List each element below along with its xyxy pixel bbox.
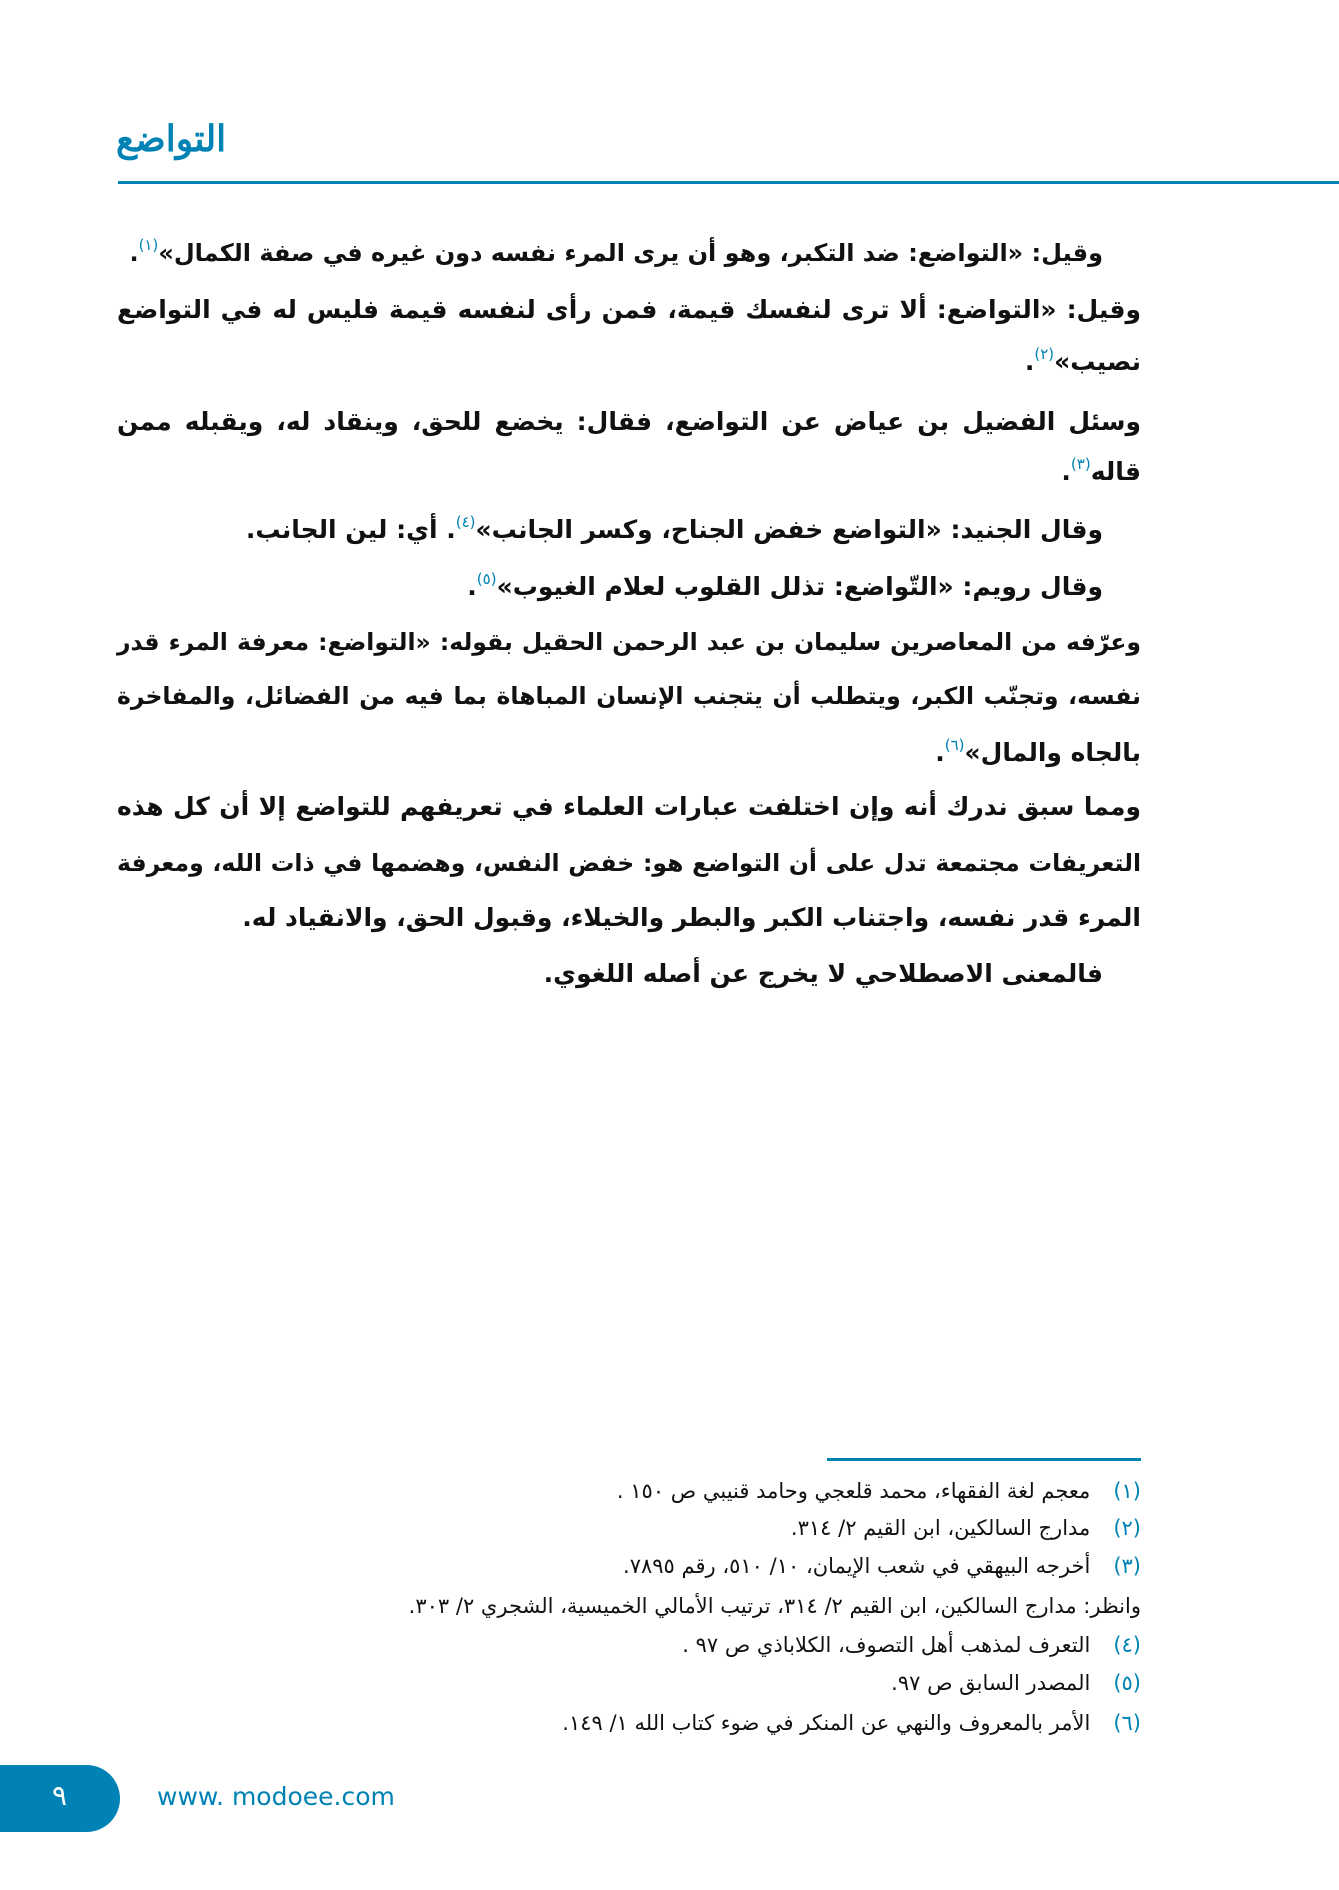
- line-tail: .: [1061, 457, 1071, 486]
- line-text: وعرّفه من المعاصرين سليمان بن عبد الرحمن الحقيل بقوله: «التواضع: معرفة المرء قدر: [117, 628, 1141, 656]
- text-line: [117, 567, 1103, 607]
- footnote-ref[interactable]: (٢): [1034, 345, 1055, 363]
- footnote-ref[interactable]: (٣): [1070, 455, 1091, 473]
- header-rule: [118, 181, 1339, 184]
- line-text: نصيب»: [1054, 347, 1141, 376]
- chapter-title: التواضع: [116, 118, 227, 160]
- footnote-ref[interactable]: (٤): [455, 513, 476, 531]
- line-text: قاله: [1090, 457, 1141, 486]
- line-text: ومما سبق ندرك أنه وإن اختلفت عبارات العلماء في تعريفهم للتواضع إلا أن كل هذه: [117, 792, 1141, 821]
- footnote: [409, 1590, 1141, 1622]
- footnote-ref[interactable]: (١): [138, 236, 159, 254]
- line-tail: .: [1024, 347, 1035, 376]
- footnote-number: (٤): [1113, 1633, 1141, 1657]
- footnote: [682, 1629, 1141, 1661]
- line-text: وقيل: «التواضع: ألا ترى لنفسك قيمة، فمن رأى لنفسه قيمة فليس له في التواضع: [117, 295, 1141, 324]
- text-line: [117, 787, 1141, 827]
- line-tail: .: [129, 239, 139, 267]
- text-line: [117, 452, 1141, 492]
- footnote-text: وانظر: مدارج السالكين، ابن القيم ٢/ ٣١٤، ترتيب الأمالي الخميسية، الشجري ٢/ ٣٠٣.: [408, 1594, 1141, 1618]
- text-line: [117, 676, 1141, 716]
- line-text: وسئل الفضيل بن عياض عن التواضع، فقال: يخضع للحق، وينقاد له، ويقبله ممن: [117, 407, 1141, 436]
- footnote-text: الأمر بالمعروف والنهي عن المنكر في ضوء كتاب الله ١/ ١٤٩.: [562, 1711, 1091, 1735]
- text-line: [117, 233, 1103, 273]
- footnote-number: (٢): [1113, 1516, 1141, 1540]
- footnote-number: (١): [1113, 1479, 1141, 1503]
- footnote-text: أخرجه البيهقي في شعب الإيمان، ١٠/ ٥١٠، رقم ٧٨٩٥.: [623, 1554, 1091, 1578]
- text-line: [117, 402, 1141, 442]
- page-number-badge: [0, 1765, 120, 1832]
- footnote-text: التعرف لمذهب أهل التصوف، الكلاباذي ص ٩٧ .: [682, 1633, 1091, 1657]
- footnote-number: (٥): [1113, 1671, 1141, 1695]
- text-line: [117, 898, 1141, 938]
- footnote: [791, 1512, 1141, 1544]
- footnote: [623, 1550, 1141, 1582]
- footnote-text: معجم لغة الفقهاء، محمد قلعجي وحامد قنيبي ص ١٥٠ .: [616, 1479, 1091, 1503]
- footnote-text: المصدر السابق ص ٩٧.: [891, 1671, 1091, 1695]
- line-text: وقال الجنيد: «التواضع خفض الجناح، وكسر الجانب»: [475, 515, 1103, 544]
- text-line: [117, 290, 1141, 330]
- line-text: فالمعنى الاصطلاحي لا يخرج عن أصله اللغوي.: [543, 959, 1103, 988]
- footnote-rule: [827, 1458, 1141, 1461]
- text-line: [117, 733, 1141, 773]
- text-line: [117, 510, 1103, 550]
- footnote-text: مدارج السالكين، ابن القيم ٢/ ٣١٤.: [790, 1516, 1091, 1540]
- page-number: ٩: [52, 1779, 68, 1812]
- line-tail: . أي: لين الجانب.: [245, 515, 456, 544]
- text-line: [117, 843, 1141, 883]
- footnote-ref[interactable]: (٥): [476, 570, 497, 588]
- text-line: [117, 622, 1141, 662]
- footnote-number: (٣): [1113, 1554, 1141, 1578]
- line-tail: .: [467, 572, 477, 601]
- line-text: المرء قدر نفسه، واجتناب الكبر والبطر والخيلاء، وقبول الحق، والانقياد له.: [242, 903, 1141, 932]
- footnote: [891, 1667, 1141, 1699]
- footnote: [562, 1707, 1141, 1739]
- line-text: نفسه، وتجنّب الكبر، ويتطلب أن يتجنب الإنسان المباهاة بما فيه من الفضائل، والمفاخرة: [117, 682, 1141, 710]
- text-line: [117, 342, 1141, 382]
- footnote-number: (٦): [1113, 1711, 1141, 1735]
- footnote: [617, 1475, 1141, 1507]
- line-text: وقيل: «التواضع: ضد التكبر، وهو أن يرى المرء نفسه دون غيره في صفة الكمال»: [158, 239, 1103, 267]
- footnote-ref[interactable]: (٦): [944, 736, 965, 754]
- line-tail: .: [935, 738, 945, 767]
- line-text: التعريفات مجتمعة تدل على أن التواضع هو: خفض النفس، وهضمها في ذات الله، ومعرفة: [117, 849, 1141, 877]
- text-line: [117, 954, 1103, 994]
- website-link[interactable]: www. modoee.com: [157, 1782, 395, 1811]
- line-text: بالجاه والمال»: [964, 738, 1141, 767]
- line-text: وقال رويم: «التّواضع: تذلل القلوب لعلام الغيوب»: [496, 572, 1103, 601]
